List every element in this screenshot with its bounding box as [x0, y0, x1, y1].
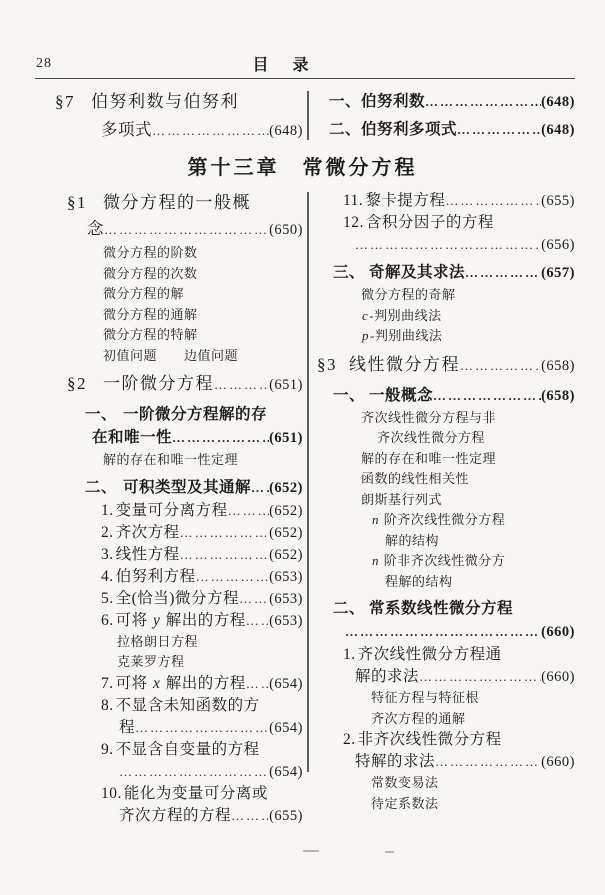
page-ref: (653) — [269, 612, 303, 629]
page-ref: (658) — [541, 387, 575, 404]
toc-line — [35, 403, 303, 426]
page-ref: (648) — [269, 123, 303, 139]
toc-line-text: 线性微分方程 — [349, 354, 460, 374]
header-title: 目 录 — [252, 57, 313, 74]
toc-line — [35, 116, 303, 145]
toc-line-text: 黎卡提方程 — [365, 192, 446, 209]
toc-line-text: 一阶微分方程解的存 — [123, 406, 268, 423]
toc-line-text: 不显含未知函数的方 — [115, 696, 260, 714]
toc-line — [35, 805, 303, 827]
toc-line-label: 4. — [101, 567, 114, 585]
page-ref: (653) — [269, 568, 303, 585]
page-ref: (654) — [269, 763, 303, 780]
toc-line-label: 二、 — [85, 478, 118, 496]
toc-line — [35, 284, 303, 305]
toc-line — [315, 620, 575, 644]
toc-line-text: 奇解及其求法 — [369, 264, 466, 281]
toc-line — [315, 644, 575, 666]
toc-line — [35, 305, 303, 326]
dotted-leader — [465, 261, 541, 284]
toc-line — [315, 306, 575, 327]
toc-line-text: 非齐次线性微分方程 — [357, 731, 502, 748]
toc-line — [35, 783, 303, 805]
toc-line — [315, 551, 575, 572]
page-ref: (650) — [269, 222, 303, 238]
toc-line — [35, 739, 303, 761]
toc-line-text: 能化为变量可分离或 — [123, 784, 268, 802]
toc-line — [35, 761, 303, 783]
toc-line-text: n 阶非齐次线性微分方 — [372, 553, 506, 568]
toc-line-label: 8. — [101, 696, 114, 714]
dotted-leader — [425, 88, 541, 115]
page-ref: (652) — [269, 524, 303, 541]
toc-line-label: 三、 — [333, 264, 366, 281]
toc-line — [35, 717, 303, 739]
toc-line-label: 9. — [101, 740, 114, 758]
dotted-leader — [180, 522, 269, 544]
toc-line-label: 10. — [101, 784, 122, 802]
dotted-leader — [119, 761, 269, 783]
toc-line-label: 一、 — [333, 386, 366, 404]
toc-line-text: 朗斯基行列式 — [361, 491, 443, 507]
toc-line-label: 2. — [343, 731, 356, 748]
page-number: 28 — [36, 56, 52, 71]
print-artifact — [385, 851, 394, 853]
page-ref: (651) — [269, 430, 303, 446]
toc-line-text: 不显含自变量的方程 — [115, 740, 260, 758]
toc-line — [315, 285, 575, 306]
toc-line-text: 齐次线性微分方程与非 — [361, 409, 497, 425]
page-ref: (656) — [541, 237, 575, 253]
toc-line-label: §7 — [55, 92, 75, 111]
toc-line — [35, 264, 303, 285]
toc-line-text: 微分方程的特解 — [103, 327, 198, 342]
dotted-leader — [180, 544, 269, 566]
page-ref: (660) — [541, 624, 575, 640]
toc-line — [35, 673, 303, 695]
toc-line — [315, 531, 575, 552]
toc-line-text: 函数的线性相关性 — [361, 471, 470, 486]
dotted-leader — [355, 234, 541, 256]
toc-line-label: §1 — [67, 193, 87, 212]
toc-line-text: 微分方程的阶数 — [103, 245, 198, 260]
dotted-leader — [435, 751, 541, 773]
toc-line-label: 1. — [343, 646, 356, 663]
toc-line — [315, 449, 575, 470]
toc-line — [315, 469, 575, 490]
toc-line-label: §3 — [317, 354, 337, 374]
page-ref: (648) — [541, 122, 575, 138]
toc-line-text: 解的存在和唯一性定理 — [103, 452, 239, 467]
toc-line — [35, 371, 303, 398]
toc-line — [315, 190, 575, 212]
toc-line — [35, 476, 303, 500]
dotted-leader — [433, 384, 541, 407]
toc-line-text: 微分方程的解 — [103, 286, 185, 301]
dotted-leader — [246, 673, 269, 695]
toc-line-text: 在和唯一性 — [92, 429, 173, 446]
toc-line-text: 解的存在和唯一性定理 — [361, 450, 497, 466]
toc-line-label: 7. — [101, 674, 114, 692]
toc-line — [315, 597, 575, 620]
toc-line-label: 12. — [343, 214, 364, 231]
toc-line-text: 念 — [87, 219, 104, 238]
toc-line-text: 解的求法 — [355, 668, 420, 685]
toc-line-text: 一阶微分方程 — [103, 374, 214, 393]
toc-line — [35, 632, 303, 653]
toc-line — [315, 490, 575, 511]
page-ref: (651) — [269, 377, 303, 393]
toc-line — [35, 588, 303, 610]
toc-line — [315, 773, 575, 794]
toc-line — [35, 450, 303, 471]
toc-line-label: 一、 — [85, 406, 118, 423]
page-ref: (660) — [541, 669, 575, 685]
toc-line-label: 5. — [101, 589, 114, 607]
toc-line — [315, 384, 575, 408]
toc-line — [35, 325, 303, 346]
toc-line-text: 线性方程 — [115, 545, 180, 563]
page-ref: (655) — [269, 807, 303, 824]
toc-line-label: 3. — [101, 545, 114, 563]
toc-line-label: §2 — [67, 374, 87, 393]
toc-line — [315, 666, 575, 688]
toc-line — [315, 408, 575, 429]
toc-line-text: c-判别曲线法 — [362, 307, 442, 323]
toc-line-text: 一般概念 — [369, 386, 434, 404]
toc-line-text: 常系数线性微分方程 — [369, 600, 514, 617]
dotted-leader — [172, 426, 269, 449]
toc-line-text: 初值问题 边值问题 — [103, 347, 239, 363]
dotted-leader — [214, 372, 269, 398]
toc-line — [315, 352, 575, 379]
toc-line — [35, 544, 303, 566]
toc-line-text: 变量可分离方程 — [115, 501, 228, 519]
toc-line-text: 伯努利数 — [361, 93, 426, 110]
toc-line — [35, 190, 303, 216]
dotted-leader — [231, 805, 269, 827]
toc-line-text: 可将 x 解出的方程 — [115, 674, 246, 692]
toc-line-text: 常数变易法 — [371, 775, 439, 790]
toc-line — [315, 709, 575, 730]
toc-line — [315, 510, 575, 531]
toc-line — [315, 326, 575, 347]
toc-line-text: 微分方程的奇解 — [361, 287, 456, 302]
chapter-title: 第十三章 常微分方程 — [187, 157, 418, 179]
dotted-leader — [419, 666, 541, 688]
toc-line — [35, 610, 303, 632]
toc-line-text: 微分方程的通解 — [103, 306, 198, 322]
toc-line-text: 伯努利方程 — [115, 567, 196, 585]
toc-line-label: 11. — [343, 192, 364, 209]
toc-line — [315, 794, 575, 815]
dotted-leader — [196, 566, 269, 588]
page-ref: (652) — [269, 502, 303, 519]
toc-line-label: 2. — [101, 523, 114, 541]
toc-line — [35, 346, 303, 367]
toc-line — [35, 566, 303, 588]
toc-line-label: 一、 — [329, 93, 362, 110]
dotted-leader — [104, 217, 269, 242]
toc-line-text: 解的结构 — [385, 532, 440, 548]
toc-line — [35, 88, 303, 116]
toc-line-text: 含积分因子的方程 — [365, 214, 494, 231]
toc-line — [315, 572, 575, 593]
toc-line — [35, 652, 303, 673]
toc-line-text: 特征方程与特征根 — [371, 690, 480, 705]
toc-line — [315, 729, 575, 751]
toc-line-text: 齐次方程的通解 — [371, 710, 466, 726]
toc-line — [35, 243, 303, 264]
toc-line — [35, 695, 303, 717]
dotted-leader — [460, 353, 541, 379]
page-ref: (648) — [541, 94, 575, 110]
page-ref: (657) — [541, 265, 575, 281]
toc-line-text: 拉格朗日方程 — [117, 633, 199, 649]
toc-line — [315, 234, 575, 256]
column-divider-top — [307, 91, 309, 140]
top-right-column — [315, 88, 575, 144]
dotted-leader — [152, 117, 269, 144]
toc-line-label: 二、 — [333, 600, 366, 617]
column-divider — [307, 192, 309, 772]
toc-line — [315, 261, 575, 285]
toc-line — [35, 426, 303, 450]
page-ref: (652) — [269, 546, 303, 563]
toc-line-label: 1. — [101, 501, 114, 519]
page-ref: (658) — [541, 357, 575, 374]
toc-line — [315, 116, 575, 144]
toc-line-text: 程 — [119, 718, 136, 736]
dotted-leader — [445, 190, 541, 212]
page-ref: (654) — [269, 719, 303, 736]
page-ref: (652) — [269, 479, 303, 496]
toc-line-text: 微分方程的一般概 — [103, 193, 251, 212]
toc-line — [315, 212, 575, 234]
dotted-leader — [246, 610, 269, 632]
toc-line-text: 克莱罗方程 — [117, 654, 185, 669]
dotted-leader — [239, 588, 269, 610]
toc-line-label: 6. — [101, 611, 114, 629]
dotted-leader — [228, 500, 269, 522]
toc-line-text: 可积类型及其通解 — [123, 478, 252, 496]
toc-line-text: 全(恰当)微分方程 — [115, 589, 239, 607]
toc-line-text: 齐次方程的方程 — [119, 806, 232, 824]
page-ref: (655) — [541, 193, 575, 209]
toc-line-text: 伯努利多项式 — [361, 121, 458, 138]
toc-left-column — [35, 190, 303, 827]
toc-line-text: 多项式 — [101, 120, 152, 139]
toc-line-text: 齐次线性微分方程通 — [357, 646, 502, 663]
toc-line — [35, 500, 303, 522]
toc-line-text: n 阶齐次线性微分方程 — [372, 512, 506, 527]
toc-line-label: 二、 — [329, 121, 362, 138]
toc-line-text: p-判别曲线法 — [362, 328, 443, 343]
toc-line — [315, 751, 575, 773]
toc-line-text: 微分方程的次数 — [103, 265, 198, 281]
top-left-column — [35, 88, 303, 145]
toc-line-text: 齐次线性微分方程 — [377, 430, 486, 445]
toc-line-text: 伯努利数与伯努利 — [91, 92, 239, 111]
toc-line — [35, 522, 303, 544]
toc-line-text: 特解的求法 — [355, 753, 436, 770]
toc-right-column — [315, 190, 575, 814]
toc-line-text: 程解的结构 — [385, 573, 453, 589]
toc-line — [315, 428, 575, 449]
header-rule — [35, 78, 575, 79]
page-ref: (660) — [541, 754, 575, 770]
toc-line-text: 齐次方程 — [115, 523, 180, 541]
dotted-leader — [135, 717, 269, 739]
dotted-leader — [345, 620, 541, 643]
print-artifact — [303, 850, 319, 852]
dotted-leader — [457, 116, 541, 143]
toc-line — [35, 216, 303, 243]
dotted-leader — [251, 476, 269, 499]
toc-line — [315, 88, 575, 116]
page-ref: (653) — [269, 590, 303, 607]
toc-line — [315, 688, 575, 709]
toc-line-text: 可将 y 解出的方程 — [115, 611, 246, 629]
page-ref: (654) — [269, 675, 303, 692]
toc-line-text: 待定系数法 — [371, 795, 439, 811]
